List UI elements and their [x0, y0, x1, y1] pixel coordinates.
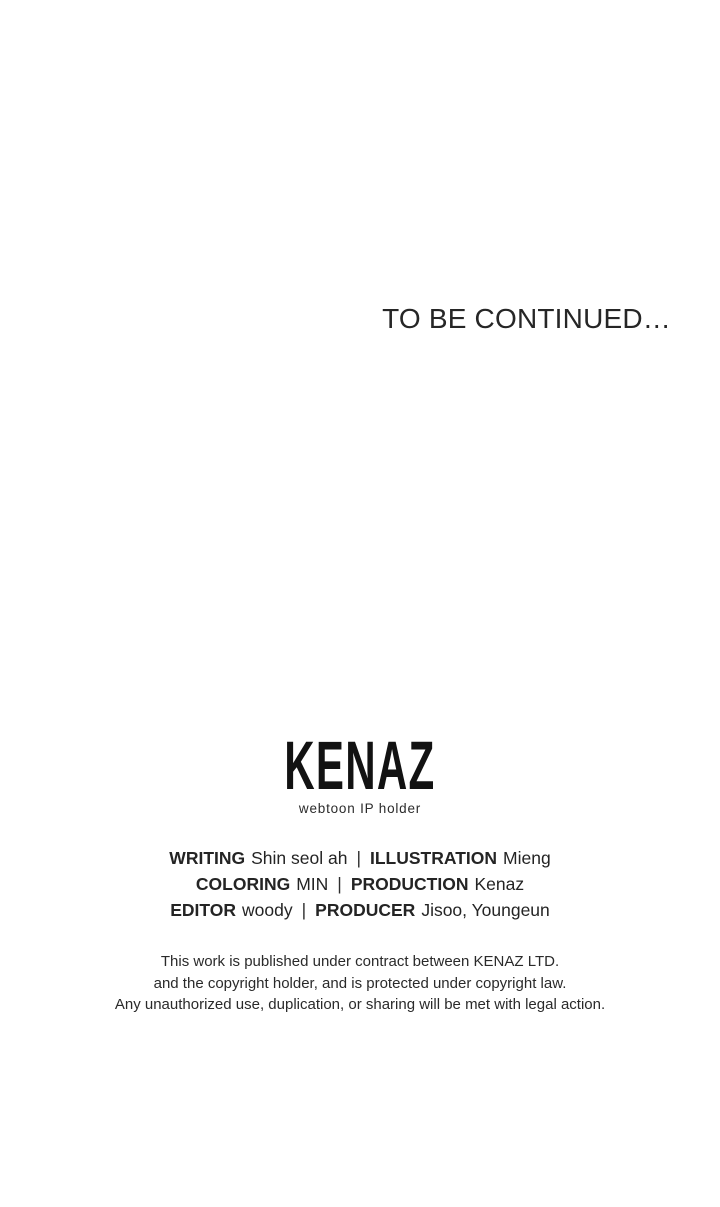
credit-role-coloring: COLORING — [195, 874, 291, 894]
credit-role-writing: WRITING — [169, 848, 246, 868]
credit-separator: | — [337, 874, 342, 894]
credit-role-production: PRODUCTION — [350, 874, 469, 894]
copyright-notice — [0, 951, 720, 1016]
copyright-line-1: This work is published under contract between KENAZ LTD. — [160, 953, 560, 970]
credit-name-production: Kenaz — [474, 874, 525, 894]
credit-line-editor-producer — [0, 897, 720, 923]
credit-line-writing-illustration — [0, 845, 720, 871]
kenaz-logo-wordmark: KENAZ — [284, 727, 436, 804]
logo-tagline: webtoon IP holder — [298, 801, 422, 816]
credit-name-producers: Jisoo, Youngeun — [421, 900, 550, 920]
credit-name-writer: Shin seol ah — [251, 848, 348, 868]
credit-separator: | — [356, 848, 361, 868]
credit-role-illustration: ILLUSTRATION — [370, 848, 498, 868]
credit-line-coloring-production — [0, 871, 720, 897]
credit-separator: | — [301, 900, 307, 920]
copyright-line-3: Any unauthorized use, duplication, or sharing will be met with legal action. — [114, 996, 606, 1013]
credit-role-producer: PRODUCER — [315, 900, 416, 920]
credit-name-illustrator: Mieng — [503, 848, 551, 868]
copyright-line-2: and the copyright holder, and is protected under copyright law. — [153, 974, 567, 992]
credit-role-editor: EDITOR — [170, 900, 237, 920]
credit-name-editor: woody — [242, 900, 293, 920]
credits-block — [0, 845, 720, 923]
publisher-logo — [0, 727, 720, 817]
to-be-continued-text: TO BE CONTINUED… — [382, 303, 671, 334]
credit-name-colorist: MIN — [296, 874, 329, 894]
